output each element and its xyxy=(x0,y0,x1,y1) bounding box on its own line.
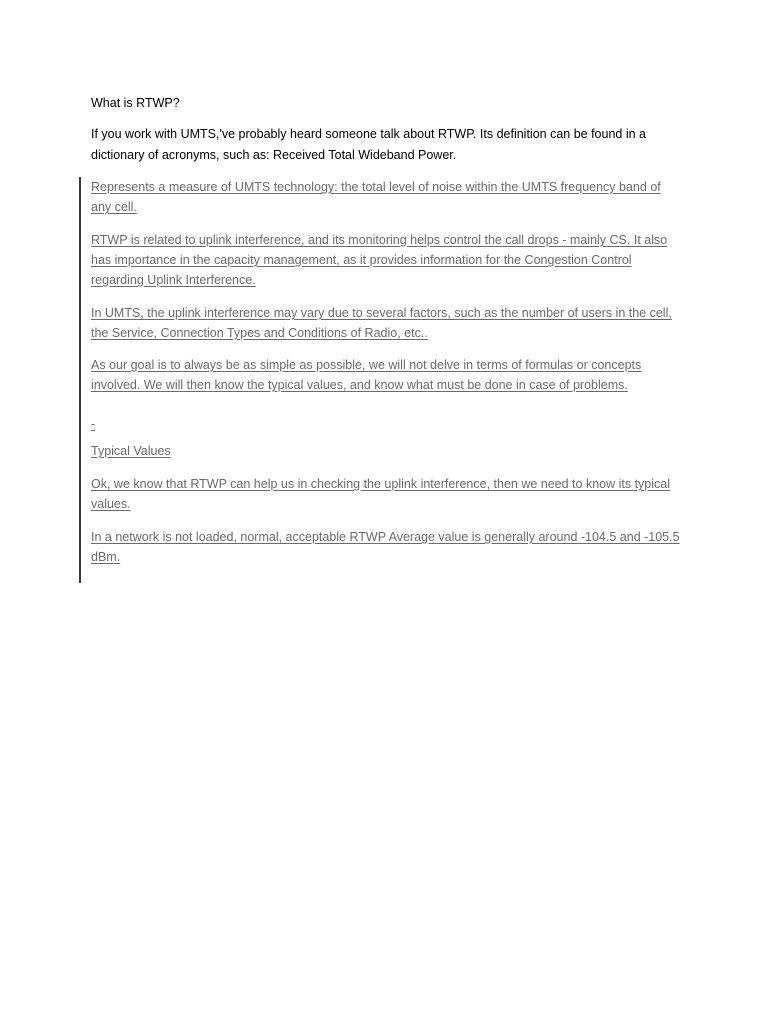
revised-paragraph-rtwp-average: In a network is not loaded, normal, acceptable RTWP Average value is generally around -104.5 and -105.5 dBm. xyxy=(91,530,680,564)
revision-change-bar xyxy=(79,177,81,583)
revised-paragraph-definition: Represents a measure of UMTS technology: the total level of noise within the UMTS frequency band of any cell. xyxy=(91,180,661,214)
revised-paragraph-typical-values-intro: Ok, we know that RTWP can help us in checking the uplink interference, then we need to know its typical values. xyxy=(91,477,671,511)
revised-paragraph-uplink-interference: RTWP is related to uplink interference, and its monitoring helps control the call drops - mainly CS. It also has importance in the capacity management, as it provides information for the Congestion Control regarding Uplink Interference. xyxy=(91,233,668,287)
intro-paragraph: If you work with UMTS,'ve probably heard someone talk about RTWP. Its definition can be found in a dictionary of acronyms, such as: Received Total Wideband Power. xyxy=(91,127,646,162)
section-heading-typical-values: Typical Values xyxy=(91,444,171,458)
revised-paragraph-umts-factors: In UMTS, the uplink interference may vary due to several factors, such as the number of users in the cell, the Service, Connection Types and Conditions of Radio, etc.. xyxy=(91,306,672,340)
revised-paragraph-goal: As our goal is to always be as simple as possible, we will not delve in terms of formulas or concepts involved. We will then know the typical values, and know what must be done in case of problems. xyxy=(91,358,642,392)
document-title: What is RTWP? xyxy=(91,96,180,110)
revised-separator-dash: - xyxy=(91,417,96,431)
